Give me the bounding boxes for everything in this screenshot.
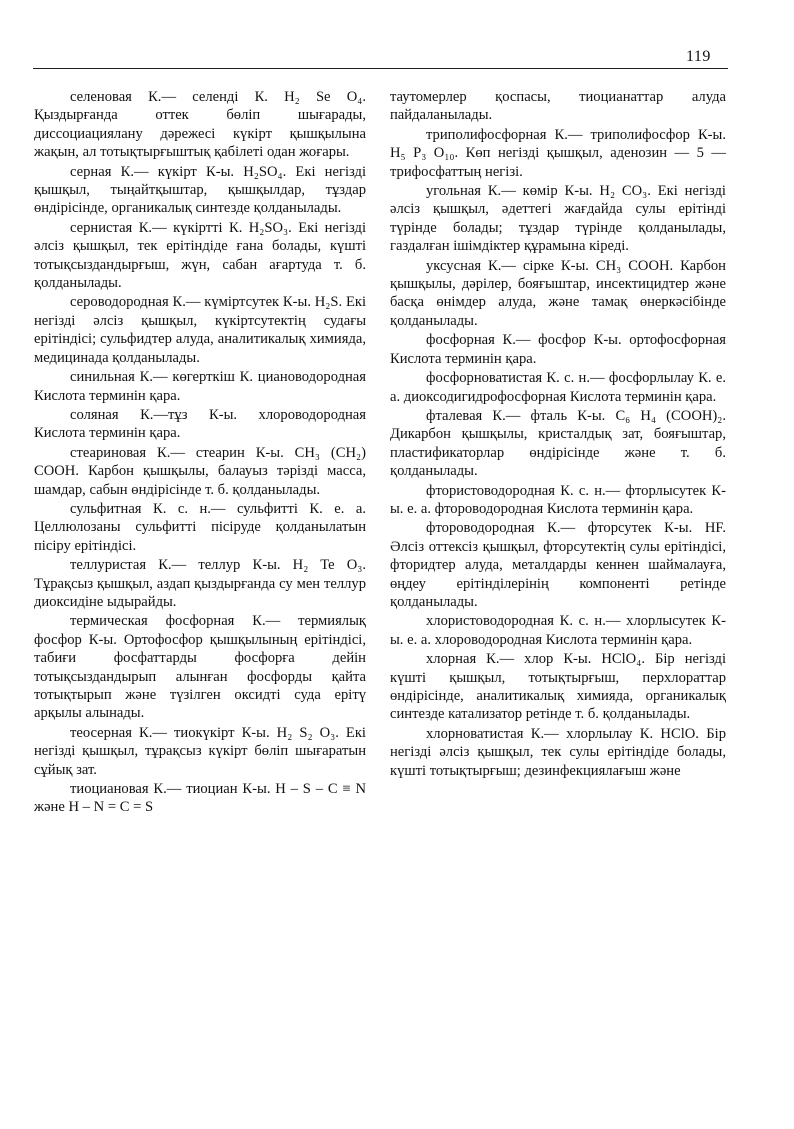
dictionary-entry: сернистая К.— күкіртті К. H₂SO₃. Екі негізді әлсіз қышқыл, тек ерітіндіде ғана болады, күшті тотықсыздандырғыш, жүн, сабан ағартуда т. б. қолданылады.: [34, 219, 366, 292]
dictionary-entry: угольная К.— көмір К-ы. H₂ CO₃. Екі негізді әлсіз қышқыл, әдеттегі жағдайда сулы ерітінді түрінде болады; тұздар түрінде қолданылады, газдалған ішімдіктер құрамына кіреді.: [390, 183, 726, 255]
dictionary-entry: теллуристая К.— теллур К-ы. H₂ Te O₃. Тұрақсыз қышқыл, аздап қыздырғанда су мен теллур диоксидіне ыдырайды.: [34, 557, 366, 610]
left-column: [34, 88, 366, 818]
dictionary-entry: триполифосфорная К.— триполифосфор К-ы. H₅ P₃ O₁₀. Көп негізді қышқыл, аденозин — 5 — трифосфаттың негізі.: [390, 126, 726, 180]
dictionary-entry: тиоциановая К.— тиоциан К-ы. H – S – C ≡ N және H – N = C = S: [34, 781, 366, 816]
dictionary-entry: синильная К.— көгерткіш К. циановодородная Кислота терминін қара.: [34, 369, 366, 404]
dictionary-entry: теосерная К.— тиокүкірт К-ы. H₂ S₂ O₃. Екі негізді қышқыл, тұрақсыз күкірт бөліп шығаратын сұйық зат.: [34, 724, 366, 778]
header-rule: [33, 68, 728, 69]
dictionary-entry: соляная К.—тұз К-ы. хлороводородная Кислота терминін қара.: [34, 406, 366, 442]
dictionary-entry: фосфорноватистая К. с. н.— фосфорлылау К. е. а. диоксодигидрофосфорная Кислота терминін қара.: [390, 370, 726, 405]
dictionary-entry: уксусная К.— сірке К-ы. CH₃ COOH. Карбон қышқылы, дәрілер, бояғыштар, инсектицидтер және басқа өнімдер алуда, және тамақ өнеркәсібінде қолданылады.: [390, 257, 726, 329]
dictionary-entry: серная К.— күкірт К-ы. H₂SO₄. Екі негізді қышқыл, тыңайтқыштар, қышқылдар, тұздар өндірісінде, органикалық синтезде қолданылады.: [34, 163, 366, 217]
dictionary-entry-continuation: таутомерлер қоспасы, тиоцианаттар алуда пайдаланылады.: [390, 89, 726, 124]
dictionary-entry: фтороводородная К.— фторсутек К-ы. HF. Әлсіз оттексіз қышқыл, фторсутектің сулы ерітіндісі, фторидтер алуда, металдарды кеннен шаймалауға, өңдеу ерітінділерінің компоненті ретінде қолданылады.: [390, 520, 726, 610]
dictionary-entry: хлористоводородная К. с. н.— хлорлысутек К-ы. е. а. хлороводородная Кислота терминін қара.: [390, 613, 726, 648]
dictionary-entry: фтористоводородная К. с. н.— фторлысутек К-ы. е. а. фтороводородная Кислота терминін қара.: [390, 482, 726, 517]
dictionary-entry: хлорноватистая К.— хлорлылау К. HClO. Бір негізді әлсіз қышқыл, тек сулы ерітіндіде болады, күшті тотықтырғыш; дезинфекциялағыш және: [390, 725, 726, 779]
dictionary-entry: хлорная К.— хлор К-ы. HClO₄. Бір негізді күшті қышқыл, тотықтырғыш, перхлораттар өндірісінде, аналитикалық химияда, органикалық синтезде катализатор ретінде т. б. қолданылады.: [390, 651, 726, 723]
dictionary-entry: фосфорная К.— фосфор К-ы. ортофосфорная Кислота терминін қара.: [390, 332, 726, 367]
right-column: [390, 88, 726, 781]
dictionary-entry: термическая фосфорная К.— термиялық фосфор К-ы. Ортофосфор қышқылының ерітіндісі, табиғи фосфаттарды фосфорға дейін тотықсыздандырып алынған фосфорды қайта тотықтырып және түзілген оксидті суда ерітү арқылы алынады.: [34, 613, 366, 722]
dictionary-entry: селеновая К.— селенді К. H₂ Se O₄. Қыздырғанда оттек бөліп шығарады, диссоциациялану дәрежесі күкірт қышқылына жақын, ал тотықтырғыштық қабілеті одан жоғары.: [34, 89, 366, 161]
page-number: 119: [686, 48, 711, 65]
dictionary-entry: стеариновая К.— стеарин К-ы. CH₃ (CH₂) COOH. Карбон қышқылы, балауыз тәрізді масса, шамдар, сабын өндірісінде т. б. қолданылады.: [34, 444, 366, 498]
dictionary-entry: сульфитная К. с. н.— сульфитті К. е. а. Целлюлозаны сульфитті пісіруде қолданылатын пісіру ерітіндісі.: [34, 500, 366, 554]
dictionary-entry: сероводородная К.— күміртсутек К-ы. H₂S. Екі негізді әлсіз қышқыл, күкіртсутектің судағы ерітіндісі; сульфидтер алуда, аналитикалық химияда, медицинада қолданылады.: [34, 294, 366, 366]
dictionary-entry: фталевая К.— фталь К-ы. C₆ H₄ (COOH)₂. Дикарбон қышқылы, кристалдық зат, бояғыштар, пластификаторлар өндірісінде және т. б. қолданылады.: [390, 407, 726, 480]
